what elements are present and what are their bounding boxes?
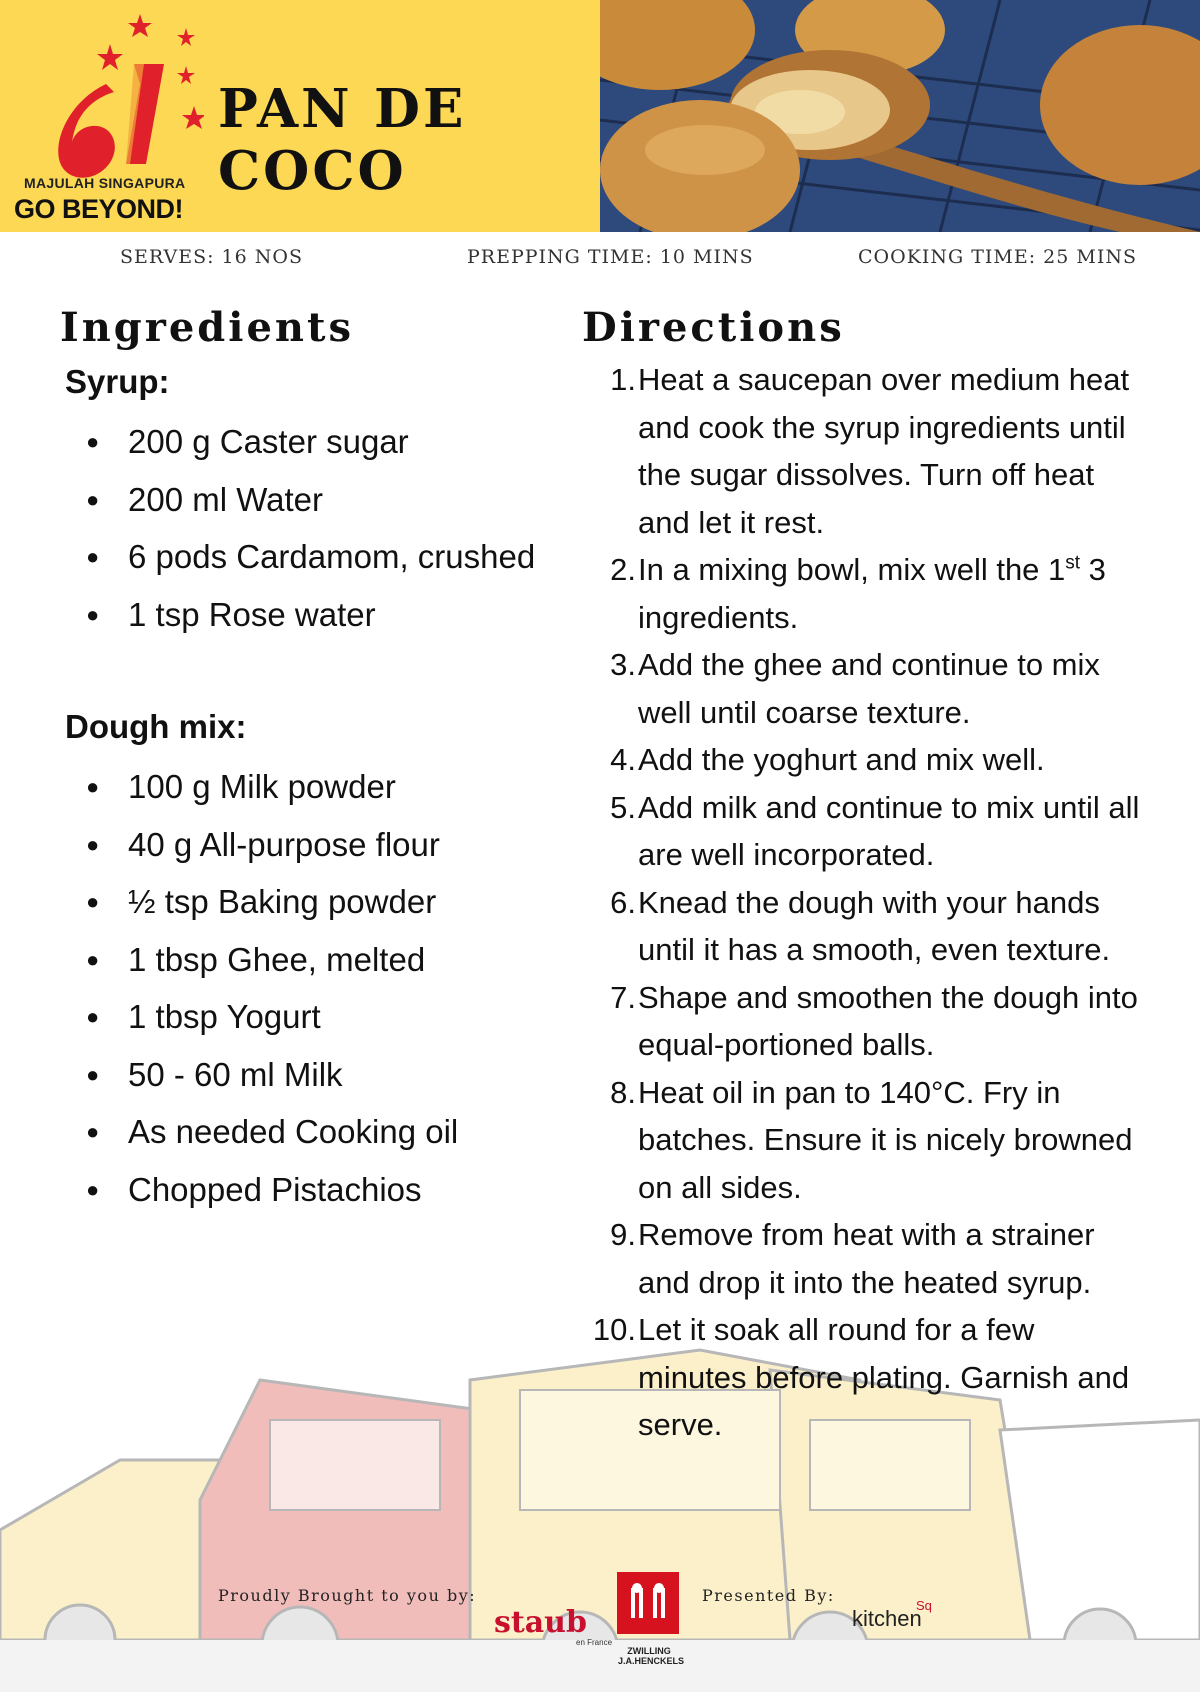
header-yellow-panel <box>0 0 600 232</box>
bullet-icon: ● <box>86 1176 100 1202</box>
bullet-icon: ● <box>86 774 100 799</box>
staub-subtitle: en France <box>576 1638 613 1647</box>
direction-step: 3. Add the ghee and continue to mix well until coarse texture. <box>610 647 1100 730</box>
header <box>0 0 1200 232</box>
page-title: PAN DE COCO <box>218 78 467 202</box>
ingredients-heading: Ingredients <box>60 304 354 351</box>
zwilling-logo-icon <box>617 1572 679 1634</box>
list-item: ● 100 g Milk powder <box>84 758 544 816</box>
direction-step: 6. Knead the dough with your hands until it has a smooth, even texture. <box>610 884 1111 967</box>
sg61-logo <box>14 14 204 224</box>
bullet-icon: ● <box>86 1061 100 1087</box>
prep-time-stat: PREPPING TIME: 10 MINS <box>467 246 754 268</box>
list-item: ● ½ tsp Baking powder <box>84 873 544 931</box>
food-photo <box>600 0 1200 232</box>
list-item: ● 1 tbsp Ghee, melted <box>84 931 544 989</box>
staub-logo: staub <box>494 1605 587 1640</box>
list-item: ● Chopped Pistachios <box>84 1161 544 1219</box>
list-item: ● 1 tsp Rose water <box>84 586 544 644</box>
list-item: ● 6 pods Cardamom, crushed <box>84 528 544 586</box>
dough-ingredient-list <box>84 758 544 1218</box>
brought-by-label: Proudly Brought to you by: <box>218 1586 477 1605</box>
direction-step: 8. Heat oil in pan to 140°C. Fry in batches. Ensure it is nicely browned on all sides. <box>610 1074 1133 1205</box>
bullet-icon: ● <box>86 429 100 454</box>
list-item: ● 40 g All-purpose flour <box>84 816 544 874</box>
presented-by-label: Presented By: <box>702 1586 835 1605</box>
direction-step: 9. Remove from heat with a strainer and drop it into the heated syrup. <box>610 1217 1095 1300</box>
bullet-icon: ● <box>86 946 100 972</box>
serves-stat: SERVES: 16 NOS <box>120 246 303 268</box>
kitchen-sq-logo: kitchen <box>852 1606 922 1631</box>
bullet-icon: ● <box>86 1004 100 1029</box>
syrup-label: Syrup: <box>65 363 170 400</box>
directions-list <box>570 356 1150 1449</box>
pan-de-coco-photo <box>600 0 1200 232</box>
kitchen-sq-mark: Sq <box>916 1598 932 1613</box>
directions-heading: Directions <box>582 304 845 351</box>
logo-tagline: MAJULAH SINGAPURA <box>24 175 186 191</box>
bullet-icon: ● <box>86 831 100 857</box>
bullet-icon: ● <box>86 889 100 914</box>
bullet-icon: ● <box>86 486 100 512</box>
bullet-icon: ● <box>86 544 100 569</box>
cook-time-stat: COOKING TIME: 25 MINS <box>858 246 1137 268</box>
logo-slogan: GO BEYOND! <box>14 194 184 224</box>
list-item: ● 200 g Caster sugar <box>84 413 544 471</box>
zwilling-brand-text: ZWILLING J.A.HENCKELS <box>618 1646 685 1666</box>
bullet-icon: ● <box>86 601 100 627</box>
list-item: ● 50 - 60 ml Milk <box>84 1046 544 1104</box>
direction-step: 5. Add milk and continue to mix until all are well incorporated. <box>610 789 1140 872</box>
ordinal-suffix: st <box>1065 552 1081 574</box>
direction-step: 1. Heat a saucepan over medium heat and cook the syrup ingredients until the sugar dissolves. Turn off heat and let it rest. <box>610 362 1130 540</box>
direction-step: 10. Let it soak all round for a few minutes before plating. Garnish and serve. <box>592 1312 1130 1442</box>
syrup-ingredient-list <box>84 413 544 643</box>
list-item: ● 200 ml Water <box>84 471 544 529</box>
direction-step: 7. Shape and smoothen the dough into equal-portioned balls. <box>610 979 1138 1062</box>
direction-step: 4. Add the yoghurt and mix well. <box>610 742 1045 777</box>
list-item: ● As needed Cooking oil <box>84 1103 544 1161</box>
dough-mix-label: Dough mix: <box>65 708 247 745</box>
bullet-icon: ● <box>86 1119 100 1144</box>
direction-step: 2. In a mixing bowl, mix well the 1st 3 ingredients. <box>610 552 1106 635</box>
list-item: ● 1 tbsp Yogurt <box>84 988 544 1046</box>
